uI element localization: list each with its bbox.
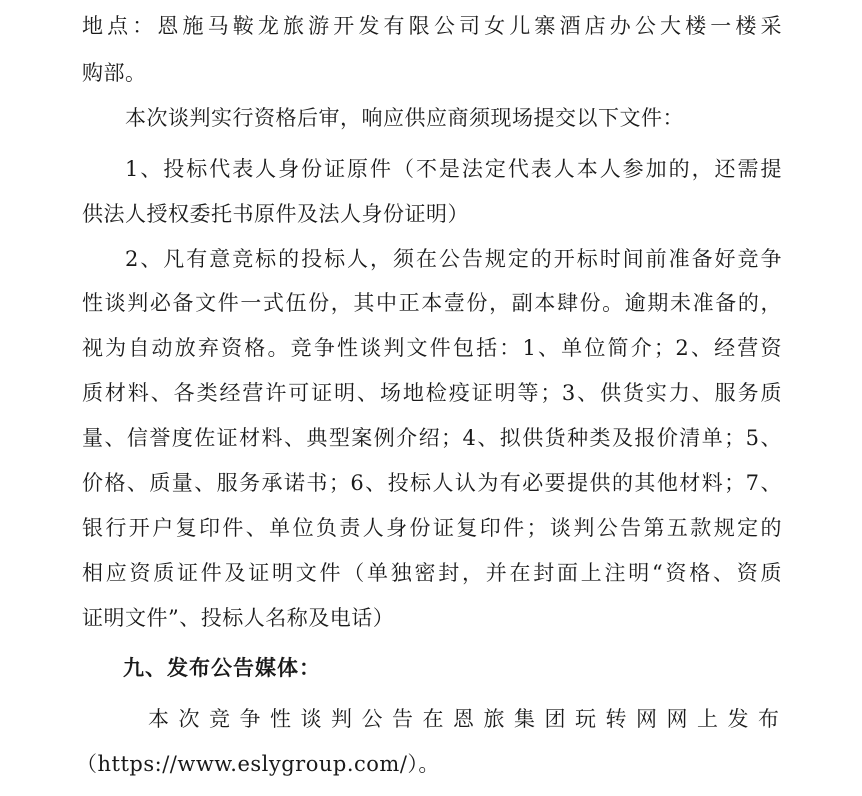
qualification-intro: 本次谈判实行资格后审，响应供应商须现场提交以下文件：: [125, 106, 684, 130]
requirement-2-line-5: 量、信誉度佐证材料、典型案例介绍；4、拟供货种类及报价清单；5、: [82, 426, 782, 450]
requirement-1-continued: 供法人授权委托书原件及法人身份证明）: [82, 202, 469, 226]
url-line: （https://www.eslygroup.com/）。: [76, 752, 440, 776]
requirement-2-line-8: 相应资质证件及证明文件（单独密封，并在封面上注明“资格、资质: [82, 561, 782, 585]
requirement-2-line-2: 性谈判必备文件一式伍份，其中正本壹份，副本肆份。逾期未准备的，: [82, 291, 782, 315]
location-line: 地点：恩施马鞍龙旅游开发有限公司女儿寨酒店办公大楼一楼采: [82, 14, 782, 38]
requirement-2-line-3: 视为自动放弃资格。竞争性谈判文件包括：1、单位简介；2、经营资: [82, 336, 782, 360]
publish-line: 本次竞争性谈判公告在恩旅集团玩转网网上发布: [148, 707, 789, 731]
requirement-1: 1、投标代表人身份证原件（不是法定代表人本人参加的，还需提: [125, 157, 782, 181]
requirement-2-line-7: 银行开户复印件、单位负责人身份证复印件；谈判公告第五款规定的: [82, 516, 782, 540]
requirement-2-line-9: 证明文件”、投标人名称及电话）: [82, 606, 395, 630]
requirement-2-line-6: 价格、质量、服务承诺书；6、投标人认为有必要提供的其他材料；7、: [82, 471, 782, 495]
location-line-continued: 购部。: [82, 61, 147, 85]
requirement-2: 2、凡有意竞标的投标人，须在公告规定的开标时间前准备好竞争: [125, 247, 782, 271]
requirement-2-line-4: 质材料、各类经营许可证明、场地检疫证明等；3、供货实力、服务质: [82, 381, 782, 405]
section-heading: 九、发布公告媒体：: [123, 656, 321, 680]
